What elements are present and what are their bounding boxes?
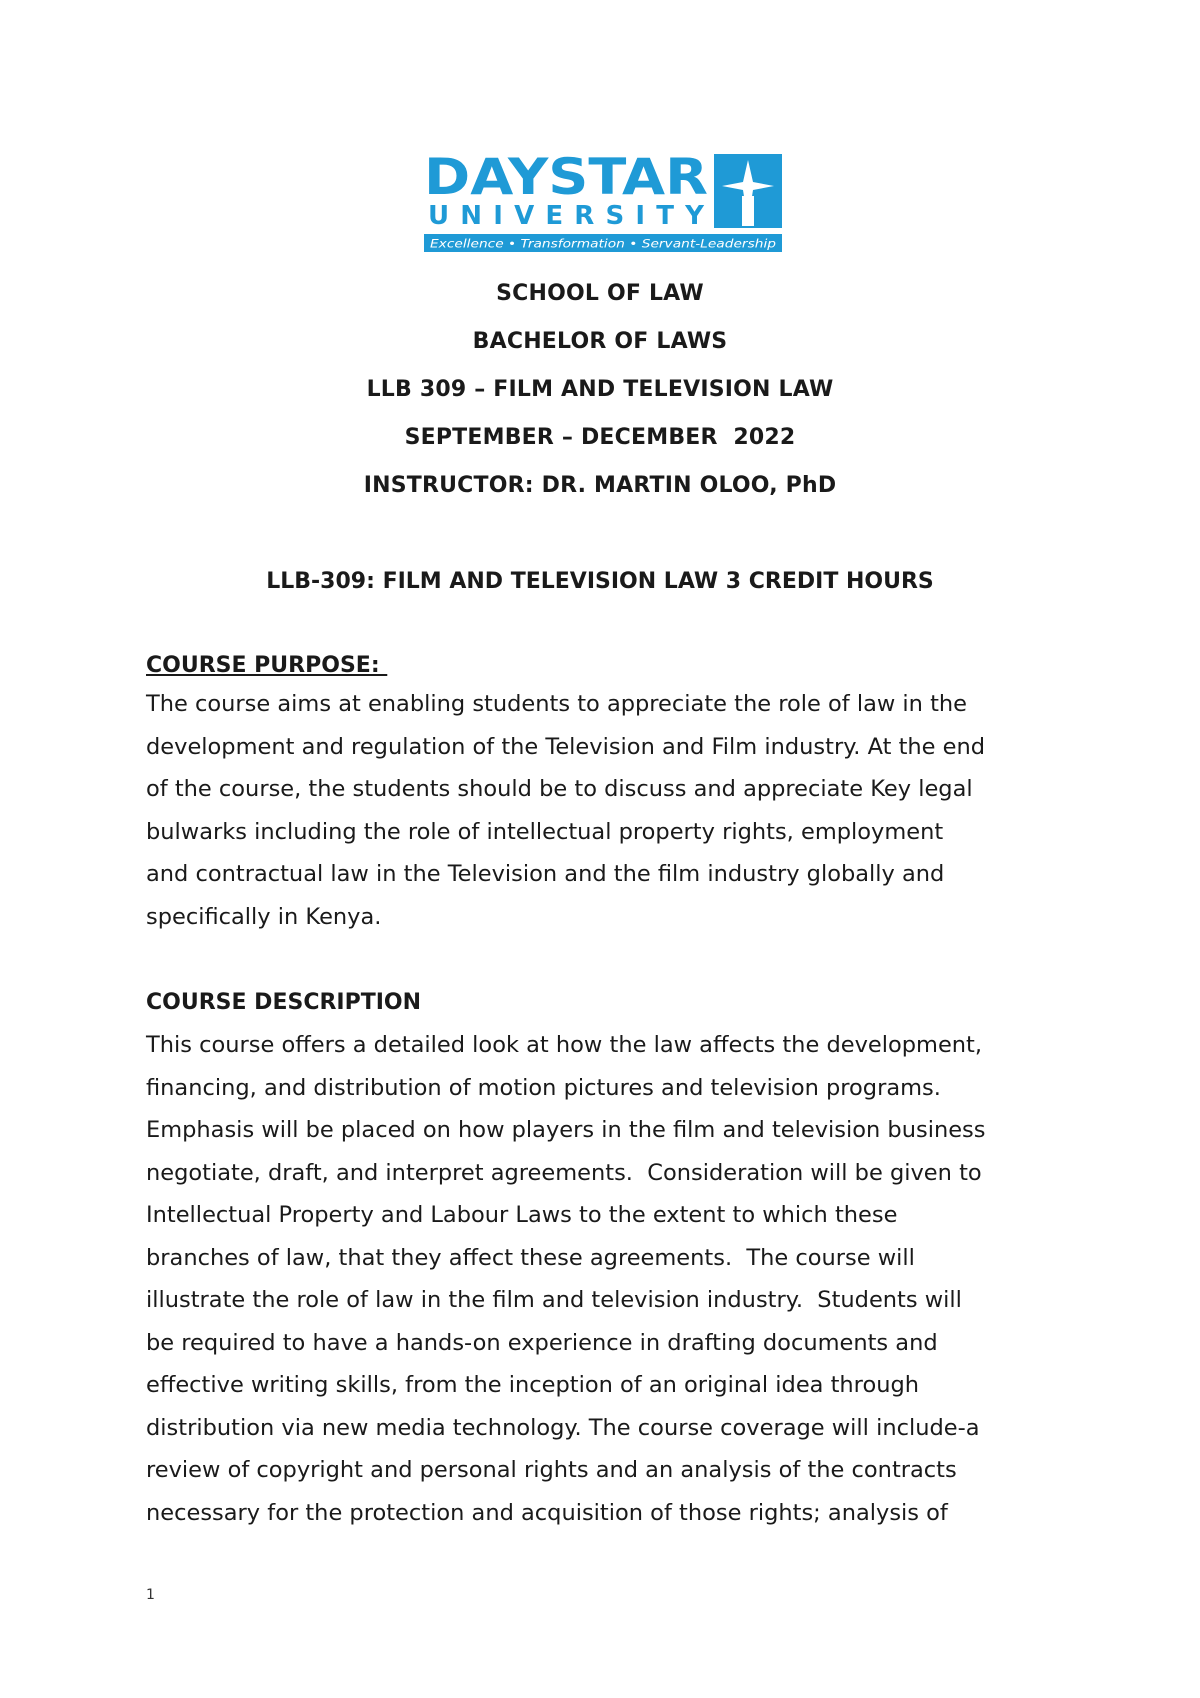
paragraph-line: distribution via new media technology. The course coverage will include-a bbox=[146, 1414, 980, 1441]
logo-graphic bbox=[424, 152, 784, 254]
logo-subname: UNIVERSITY bbox=[428, 201, 704, 231]
paragraph-line: illustrate the role of law in the film and television industry. Students will bbox=[146, 1287, 962, 1313]
course-header bbox=[0, 280, 1200, 520]
instructor-name: INSTRUCTOR: DR. MARTIN OLOO, PhD bbox=[363, 473, 837, 498]
course-purpose-text bbox=[146, 683, 1056, 938]
paragraph-line: of the course, the students should be to discuss and appreciate Key legal bbox=[146, 776, 973, 802]
paragraph-line: branches of law, that they affect these agreements. The course will bbox=[146, 1244, 915, 1271]
course-credit-line: LLB-309: FILM AND TELEVISION LAW 3 CREDIT HOURS bbox=[266, 569, 934, 594]
paragraph-line: review of copyright and personal rights and an analysis of the contracts bbox=[146, 1457, 957, 1483]
logo-name: DAYSTAR bbox=[424, 152, 708, 206]
paragraph-line: financing, and distribution of motion pictures and television programs. bbox=[146, 1074, 941, 1101]
paragraph-line: bulwarks including the role of intellectual property rights, employment bbox=[146, 818, 944, 845]
course-description-text bbox=[146, 1024, 1056, 1534]
paragraph-line: negotiate, draft, and interpret agreements. Consideration will be given to bbox=[146, 1159, 982, 1186]
paragraph-line: Intellectual Property and Labour Laws to the extent to which these bbox=[146, 1202, 898, 1228]
paragraph-line: necessary for the protection and acquisition of those rights; analysis of bbox=[146, 1499, 948, 1526]
page-number: 1 bbox=[146, 1587, 155, 1603]
paragraph-line: effective writing skills, from the inception of an original idea through bbox=[146, 1372, 920, 1398]
course-description-section bbox=[146, 989, 1056, 1534]
degree-name: BACHELOR OF LAWS bbox=[472, 329, 728, 354]
school-name: SCHOOL OF LAW bbox=[496, 281, 704, 306]
course-description-heading: COURSE DESCRIPTION bbox=[146, 990, 422, 1015]
logo-tagline: Excellence • Transformation • Servant-Leadership bbox=[430, 236, 776, 251]
paragraph-line: The course aims at enabling students to appreciate the role of law in the bbox=[146, 691, 967, 717]
course-purpose-heading: COURSE PURPOSE: bbox=[146, 653, 388, 678]
paragraph-line: specifically in Kenya. bbox=[146, 903, 382, 930]
course-purpose-section bbox=[146, 652, 1056, 938]
paragraph-line: Emphasis will be placed on how players in the film and television business bbox=[146, 1117, 986, 1143]
course-name: LLB 309 – FILM AND TELEVISION LAW bbox=[366, 377, 834, 402]
daystar-university-logo bbox=[424, 152, 784, 254]
paragraph-line: and contractual law in the Television and the film industry globally and bbox=[146, 861, 945, 887]
term-dates: SEPTEMBER – DECEMBER 2022 bbox=[404, 425, 796, 450]
paragraph-line: This course offers a detailed look at how the law affects the development, bbox=[146, 1032, 983, 1058]
paragraph-line: be required to have a hands-on experience in drafting documents and bbox=[146, 1329, 938, 1356]
paragraph-line: development and regulation of the Television and Film industry. At the end bbox=[146, 733, 986, 760]
